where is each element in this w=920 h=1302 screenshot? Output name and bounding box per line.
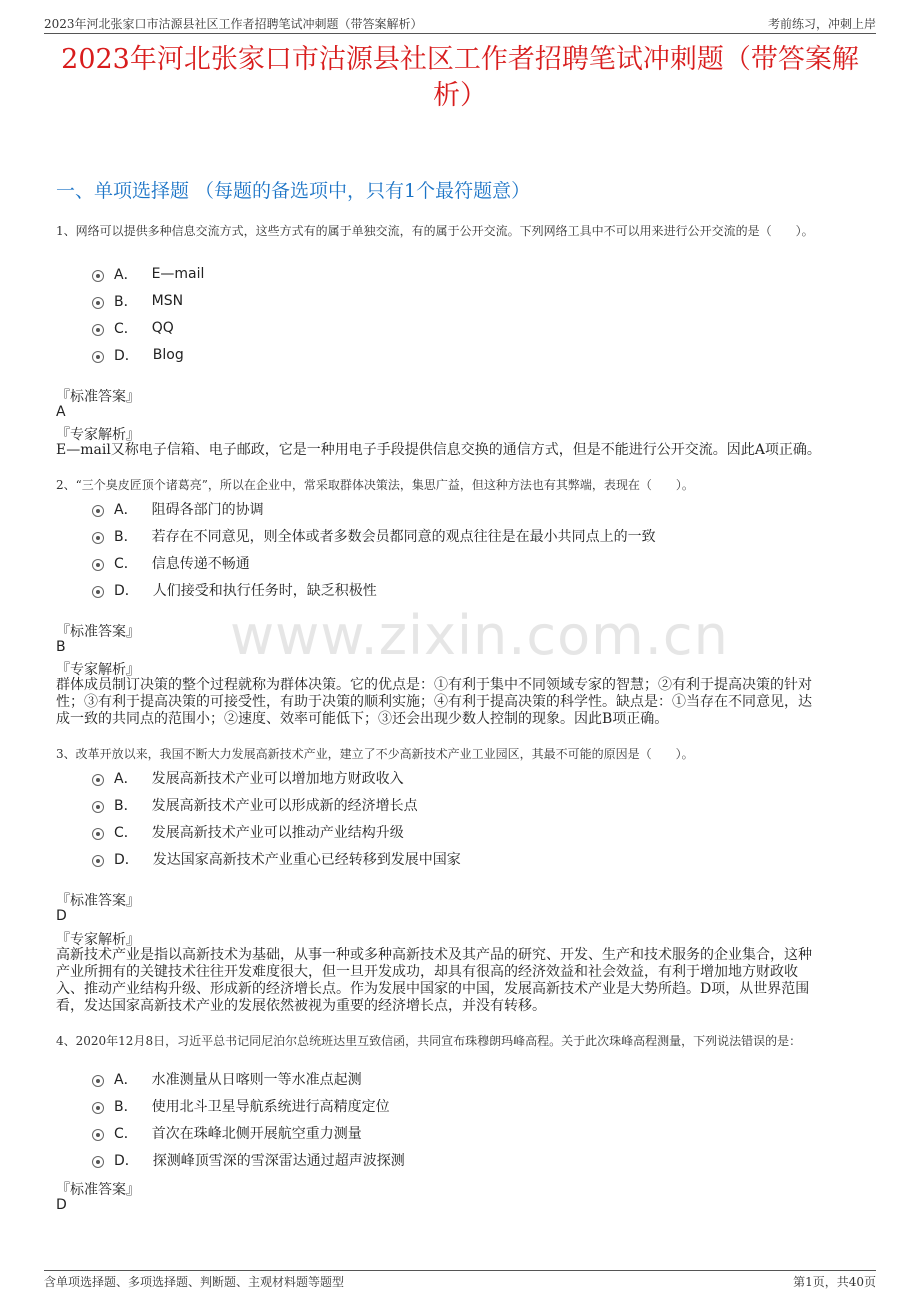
option-c[interactable] <box>92 1123 362 1143</box>
option-c[interactable] <box>92 318 174 338</box>
question-stem: 4、2020年12月8日，习近平总书记同尼泊尔总统班达里互致信函，共同宣布珠穆朗玛峰高程。关于此次珠峰高程测量，下列说法错误的是： <box>56 1034 802 1048</box>
option-text: 水准测量从日喀则一等水准点起测 <box>151 1072 362 1088</box>
option-text: 使用北斗卫星导航系统进行高精度定位 <box>151 1099 390 1115</box>
analysis-label: 『专家解析』 <box>56 427 140 443</box>
option-text: 发展高新技术产业可以形成新的经济增长点 <box>151 798 418 814</box>
radio-icon[interactable] <box>92 1075 104 1087</box>
option-letter: A． <box>114 771 138 787</box>
option-d[interactable] <box>92 580 377 600</box>
option-text: 发展高新技术产业可以增加地方财政收入 <box>151 771 404 787</box>
option-text: MSN <box>151 293 184 309</box>
answer-label: 『标准答案』 <box>56 893 140 909</box>
option-b[interactable] <box>92 291 183 311</box>
option-letter: C． <box>114 1126 138 1142</box>
answer-label: 『标准答案』 <box>56 1182 140 1198</box>
option-text: 信息传递不畅通 <box>151 556 250 572</box>
option-letter: D． <box>114 852 139 868</box>
option-d[interactable] <box>92 849 461 869</box>
answer-label: 『标准答案』 <box>56 624 140 640</box>
option-letter: B． <box>114 529 138 545</box>
option-a[interactable] <box>92 264 204 284</box>
radio-icon[interactable] <box>92 586 104 598</box>
option-b[interactable] <box>92 526 656 546</box>
radio-icon[interactable] <box>92 828 104 840</box>
option-b[interactable] <box>92 795 418 815</box>
option-text: 人们接受和执行任务时，缺乏积极性 <box>152 583 377 599</box>
option-text: 发展高新技术产业可以推动产业结构升级 <box>151 825 404 841</box>
question-stem: 1、网络可以提供多种信息交流方式，这些方式有的属于单独交流，有的属于公开交流。下列网络工具中不可以用来进行公开交流的是（ ）。 <box>56 224 814 238</box>
footer-left-text: 含单项选择题、多项选择题、判断题、主观材料题等题型 <box>44 1275 345 1289</box>
radio-icon[interactable] <box>92 297 104 309</box>
option-text: E—mail <box>151 266 205 282</box>
analysis-line: 群体成员制订决策的整个过程就称为群体决策。它的优点是：①有利于集中不同领域专家的智慧；②有利于提高决策的针对 <box>56 677 812 693</box>
option-letter: C． <box>114 321 138 337</box>
radio-icon[interactable] <box>92 801 104 813</box>
analysis-text <box>56 677 864 728</box>
option-text: 探测峰顶雪深的雪深雷达通过超声波探测 <box>152 1153 405 1169</box>
option-letter: D． <box>114 583 139 599</box>
analysis-text <box>56 947 864 1015</box>
option-letter: A． <box>114 502 138 518</box>
radio-icon[interactable] <box>92 559 104 571</box>
analysis-line: 看，发达国家高新技术产业的发展依然被视为重要的经济增长点，并没有转移。 <box>56 998 546 1014</box>
question-stem: 3、改革开放以来，我国不断大力发展高新技术产业，建立了不少高新技术产业工业园区，其最不可能的原因是（ ）。 <box>56 747 694 761</box>
option-a[interactable] <box>92 499 264 519</box>
radio-icon[interactable] <box>92 1129 104 1141</box>
option-text: 发达国家高新技术产业重心已经转移到发展中国家 <box>152 852 461 868</box>
header-divider <box>44 33 876 34</box>
radio-icon[interactable] <box>92 774 104 786</box>
option-text: Blog <box>152 347 184 363</box>
answer-value: D <box>56 1197 67 1213</box>
page-footer <box>44 1273 876 1290</box>
radio-icon[interactable] <box>92 532 104 544</box>
option-text: 首次在珠峰北侧开展航空重力测量 <box>151 1126 362 1142</box>
option-text: 阻碍各部门的协调 <box>151 502 264 518</box>
option-letter: B． <box>114 1099 138 1115</box>
option-d[interactable] <box>92 1150 405 1170</box>
footer-divider <box>44 1270 876 1271</box>
option-a[interactable] <box>92 768 404 788</box>
radio-icon[interactable] <box>92 270 104 282</box>
analysis-label: 『专家解析』 <box>56 662 140 678</box>
analysis-label: 『专家解析』 <box>56 932 140 948</box>
option-letter: B． <box>114 798 138 814</box>
option-letter: A． <box>114 267 138 283</box>
radio-icon[interactable] <box>92 1102 104 1114</box>
option-text: QQ <box>151 320 174 336</box>
option-letter: B． <box>114 294 138 310</box>
option-letter: C． <box>114 556 138 572</box>
section-heading: 一、单项选择题 （每题的备选项中，只有1个最符题意） <box>56 180 531 202</box>
radio-icon[interactable] <box>92 324 104 336</box>
analysis-line: 入、推动产业结构升级、形成新的经济增长点。作为发展中国家的中国，发展高新技术产业是大势所趋。D项，从世界范围 <box>56 981 810 997</box>
watermark: www.zixin.com.cn <box>230 604 729 667</box>
analysis-line: 高新技术产业是指以高新技术为基础，从事一种或多种高新技术及其产品的研究、开发、生产和技术服务的企业集合，这种 <box>56 947 812 963</box>
analysis-line: 产业所拥有的关键技术往往开发难度很大，但一旦开发成功，却具有很高的经济效益和社会效益，有利于增加地方财政收 <box>56 964 798 980</box>
radio-icon[interactable] <box>92 1156 104 1168</box>
document-title: 2023年河北张家口市沽源县社区工作者招聘笔试冲刺题（带答案解析） <box>61 44 859 111</box>
option-a[interactable] <box>92 1069 362 1089</box>
option-c[interactable] <box>92 553 250 573</box>
analysis-text: E—mail又称电子信箱、电子邮政，它是一种用电子手段提供信息交换的通信方式，但是不能进行公开交流。因此A项正确。 <box>56 442 821 458</box>
page-number: 第1页，共40页 <box>793 1275 876 1289</box>
radio-icon[interactable] <box>92 351 104 363</box>
option-letter: A． <box>114 1072 138 1088</box>
radio-icon[interactable] <box>92 855 104 867</box>
option-c[interactable] <box>92 822 404 842</box>
option-b[interactable] <box>92 1096 390 1116</box>
option-letter: D． <box>114 348 139 364</box>
question-stem: 2、“三个臭皮匠顶个诸葛亮”，所以在企业中，常采取群体决策法，集思广益，但这种方法也有其弊端，表现在（ ）。 <box>56 478 694 492</box>
header-left-text: 2023年河北张家口市沽源县社区工作者招聘笔试冲刺题（带答案解析） <box>44 17 423 31</box>
option-letter: C． <box>114 825 138 841</box>
option-d[interactable] <box>92 345 184 365</box>
option-text: 若存在不同意见，则全体或者多数会员都同意的观点往往是在最小共同点上的一致 <box>151 529 656 545</box>
option-letter: D． <box>114 1153 139 1169</box>
header-right-text: 考前练习，冲刺上岸 <box>767 17 876 31</box>
answer-value: D <box>56 908 67 924</box>
page-header <box>44 12 876 32</box>
analysis-line: 成一致的共同点的范围小；②速度、效率可能低下；③还会出现少数人控制的现象。因此B项正确。 <box>56 711 669 727</box>
answer-label: 『标准答案』 <box>56 389 140 405</box>
radio-icon[interactable] <box>92 505 104 517</box>
answer-value: B <box>56 639 66 655</box>
answer-value: A <box>56 404 66 420</box>
analysis-line: 性；③有利于提高决策的可接受性，有助于决策的顺利实施；④有利于提高决策的科学性。缺点是：①当存在不同意见，达 <box>56 694 812 710</box>
